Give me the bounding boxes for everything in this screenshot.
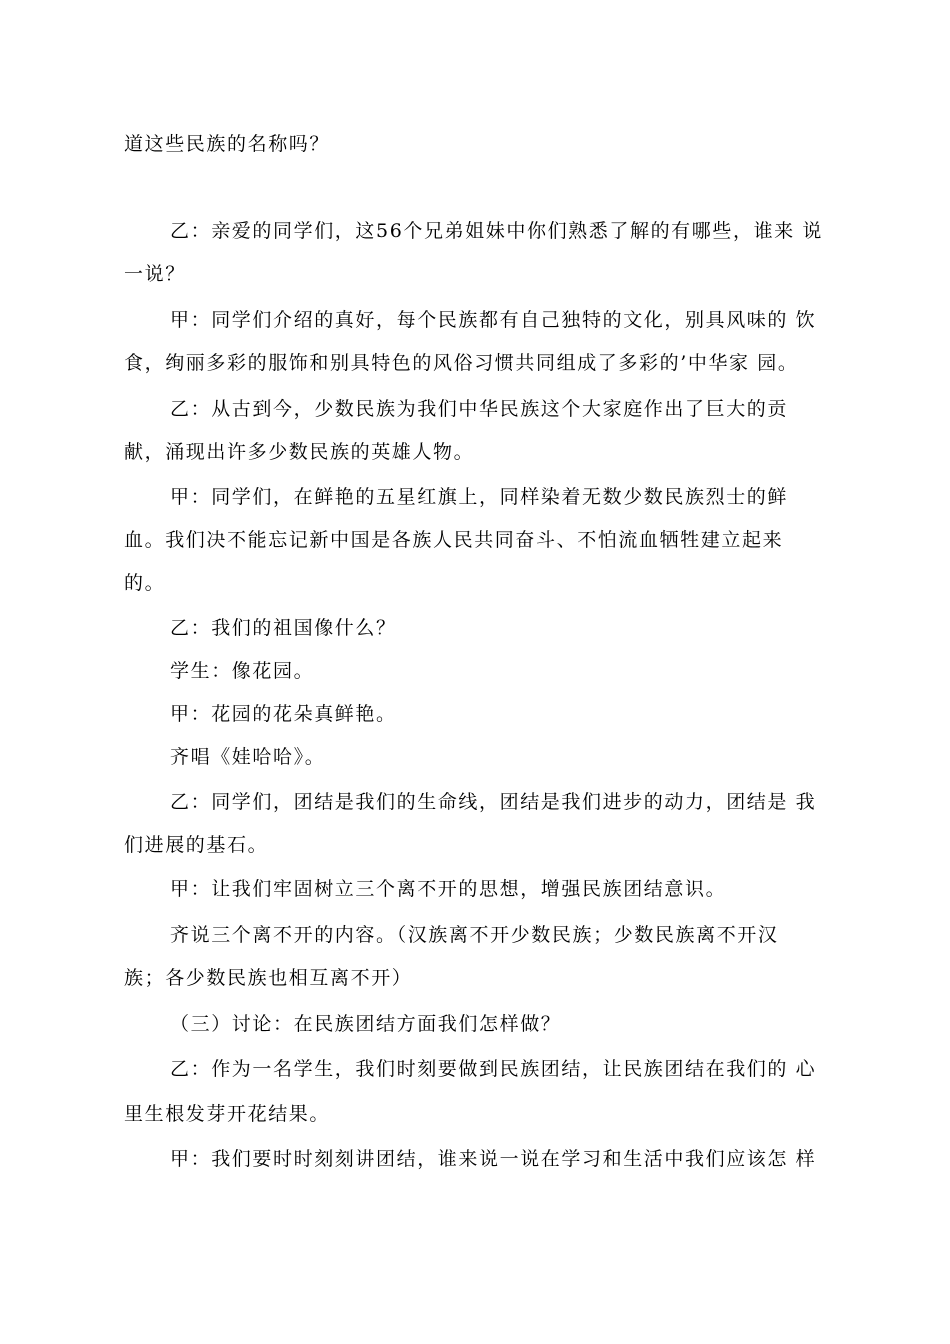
section-heading: （三）讨论：在民族团结方面我们怎样做？: [170, 1013, 562, 1035]
text-line-3: 一说？: [124, 263, 186, 285]
text-line-11: 乙：我们的祖国像什么？: [170, 617, 397, 639]
text-line-19: 族；各少数民族也相互离不开）: [124, 967, 413, 989]
text-line-8: 甲：同学们，在鲜艳的五星红旗上，同样染着无数少数民族烈士的鲜: [170, 486, 789, 508]
text-line-22: 里生根发芽开花结果。: [124, 1103, 331, 1125]
text-line-18: 齐说三个离不开的内容。（汉族离不开少数民族；少数民族离不开汉: [170, 924, 779, 946]
text-line-2: 乙：亲爱的同学们，这56个兄弟姐妹中你们熟悉了解的有哪些，谁来 说: [170, 220, 824, 242]
text-line-7: 献，涌现出许多少数民族的英雄人物。: [124, 441, 475, 463]
text-line-23: 甲：我们要时时刻刻讲团结，谁来说一说在学习和生活中我们应该怎 样: [170, 1148, 817, 1170]
text-line-14: 齐唱《娃哈哈》。: [170, 746, 326, 768]
text-line-17: 甲：让我们牢固树立三个离不开的思想，增强民族团结意识。: [170, 878, 727, 900]
text-line-5: 食，绚丽多彩的服饰和别具特色的风俗习惯共同组成了多彩的’中华家 园。: [124, 352, 799, 374]
text-line-6: 乙：从古到今，少数民族为我们中华民族这个大家庭作出了巨大的贡: [170, 398, 789, 420]
text-line-9: 血。我们决不能忘记新中国是各族人民共同奋斗、不怕流血牺牲建立起来: [124, 529, 784, 551]
text-line-4: 甲：同学们介绍的真好，每个民族都有自己独特的文化，别具风味的 饮: [170, 309, 817, 331]
text-line-13: 甲：花园的花朵真鲜艳。: [170, 703, 397, 725]
text-line-10: 的。: [124, 572, 166, 594]
text-line-21: 乙：作为一名学生，我们时刻要做到民族团结，让民族团结在我们的 心: [170, 1058, 817, 1080]
text-line-1: 道这些民族的名称吗？: [124, 133, 331, 155]
text-line-12: 学生：像花园。: [170, 660, 315, 682]
text-line-16: 们进展的基石。: [124, 834, 269, 856]
text-line-15: 乙：同学们，团结是我们的生命线，团结是我们进步的动力，团结是 我: [170, 791, 817, 813]
